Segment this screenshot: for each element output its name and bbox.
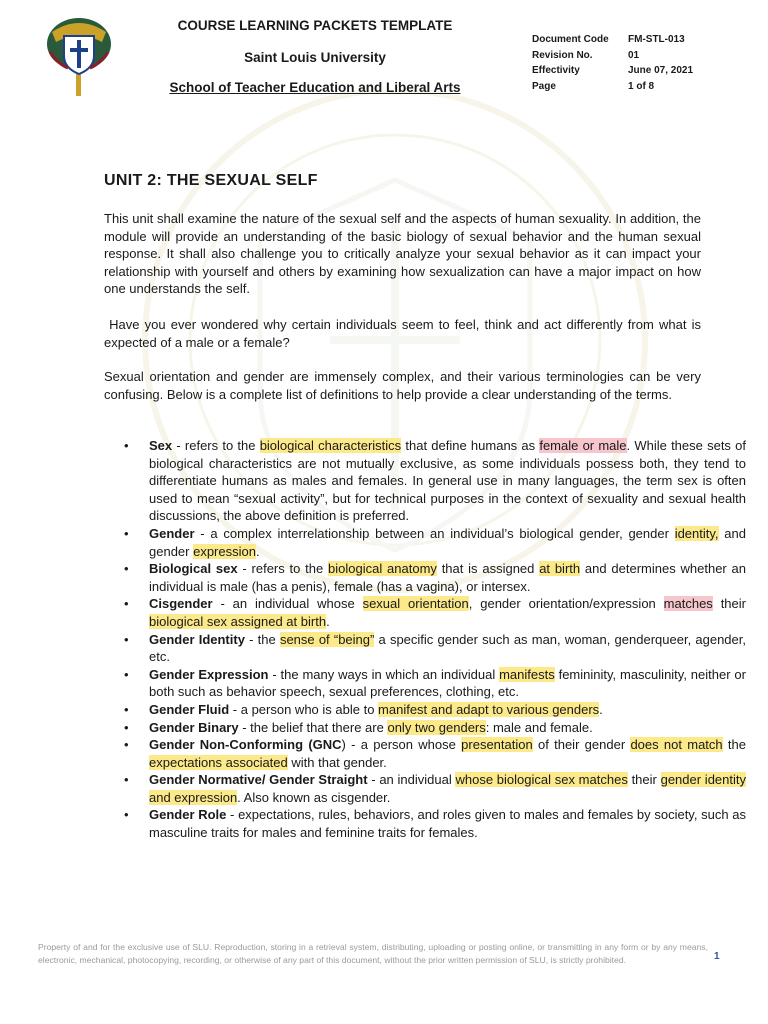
meta-row — [532, 65, 693, 81]
highlighted-text: presentation — [461, 737, 533, 753]
highlighted-text: sexual orientation — [362, 596, 469, 612]
definition-term: Gender Identity — [149, 631, 245, 647]
definition-text: the — [722, 737, 747, 753]
highlighted-text: gender identity and expression — [149, 772, 746, 805]
definition-term: Cisgender — [149, 596, 213, 612]
definition-text: a specific gender such as man, woman, genderqueer, agender, etc. — [149, 631, 746, 665]
meta-value: 01 — [628, 49, 640, 61]
definition-item — [149, 595, 746, 630]
definition-item — [149, 525, 746, 560]
definition-text: femininity, masculinity, neither or both such as behavior speech, sexual preferences, clothing, etc. — [149, 666, 746, 700]
meta-row — [532, 50, 693, 66]
definition-text: . — [326, 613, 330, 629]
question-paragraph: Have you ever wondered why certain individuals seem to feel, think and act differently from what is expected of a male or a female? — [104, 317, 705, 350]
highlighted-text: biological sex assigned at birth — [149, 613, 327, 629]
definition-text: of their gender — [532, 737, 631, 753]
definition-item — [149, 631, 746, 666]
definition-term: Gender Normative/ Gender Straight — [149, 772, 368, 788]
definition-term: Gender — [149, 525, 195, 541]
template-title: COURSE LEARNING PACKETS TEMPLATE — [177, 18, 453, 33]
definition-term: Biological sex — [149, 561, 238, 577]
definition-text: - an individual whose — [212, 596, 363, 612]
definition-item — [149, 701, 746, 719]
definition-text: and gender — [149, 525, 746, 559]
definition-text: their — [712, 596, 746, 612]
meta-key: Revision No. — [532, 49, 593, 61]
definition-item — [149, 666, 746, 701]
definition-text: that is assigned — [436, 561, 540, 577]
unit-title: UNIT 2: THE SEXUAL SELF — [104, 172, 318, 189]
highlighted-text: biological anatomy — [328, 561, 437, 577]
definition-text: ) - a person whose — [341, 737, 462, 753]
definition-term: Sex — [149, 438, 173, 453]
definition-item — [149, 560, 746, 595]
definition-text: . While these sets of biological characteristics are not mutually exclusive, as some individuals possess both, they tend to differentiate humans as males and females. In general use in many languages, the term sex is often used to mean “sexual activity”, but for technical purposes in the context of sexuality and sexual health discussions, the above definition is preferred. — [149, 438, 746, 524]
definition-text: - the many ways in which an individual — [268, 666, 500, 682]
definition-text: with that gender. — [287, 754, 387, 770]
definition-item — [149, 719, 746, 737]
highlighted-text: sense of “being” — [279, 631, 375, 647]
definition-text: - the belief that there are — [238, 719, 388, 735]
definition-text: . — [599, 701, 603, 717]
definition-term: Gender Fluid — [149, 701, 230, 717]
definition-text: their — [627, 772, 661, 788]
definition-item — [149, 771, 746, 806]
highlighted-text: expectations associated — [149, 754, 288, 770]
meta-key: Effectivity — [532, 65, 580, 76]
highlighted-text: manifest and adapt to various genders — [378, 701, 600, 717]
definition-text: - an individual — [367, 772, 456, 788]
meta-row — [532, 81, 693, 97]
slu-crest-icon — [44, 12, 114, 98]
definition-text: . Also known as cisgender. — [237, 789, 391, 805]
school-name: School of Teacher Education and Liberal Arts — [169, 80, 461, 95]
definitions-list — [104, 437, 746, 842]
definition-text: , gender orientation/expression — [468, 596, 664, 612]
meta-value: June 07, 2021 — [628, 65, 694, 76]
definition-text: that define humans as — [401, 438, 540, 453]
definition-item — [149, 736, 746, 771]
definition-term: Gender Non-Conforming (GNC — [149, 737, 342, 753]
highlighted-text: matches — [663, 596, 713, 612]
highlighted-text: identity, — [674, 525, 719, 541]
definition-item — [149, 437, 746, 525]
highlighted-text: expression — [193, 543, 256, 559]
meta-key: Document Code — [532, 34, 609, 45]
highlighted-text: only two genders — [387, 719, 486, 735]
highlighted-text: biological characteristics — [259, 438, 402, 453]
definition-text: - the — [244, 631, 280, 647]
definition-text: and determines whether an individual is male (has a penis), female (has a vagina), or intersex. — [149, 561, 746, 594]
highlighted-text: manifests — [499, 666, 555, 682]
meta-value: FM-STL-013 — [628, 34, 685, 45]
definition-term: Gender Binary — [149, 719, 239, 735]
document-meta-table — [532, 34, 693, 96]
definition-text: - expectations, rules, behaviors, and roles given to males and females by society, such as masculine traits for males and feminine traits for females. — [149, 807, 747, 841]
definition-text: - a person who is able to — [229, 701, 379, 717]
meta-value: 1 of 8 — [628, 80, 655, 92]
definition-text: - refers to the — [172, 438, 260, 453]
definition-text: - a complex interrelationship between an individual’s biological gender, gender — [194, 525, 675, 541]
university-name: Saint Louis University — [244, 50, 386, 65]
highlighted-text: does not match — [630, 737, 723, 753]
meta-row — [532, 34, 693, 50]
definition-term: Gender Expression — [149, 666, 269, 682]
definition-text: - refers to the — [237, 561, 329, 577]
intro-paragraph: This unit shall examine the nature of the sexual self and the aspects of human sexuality. In addition, the module will provide an understanding of the basic biology of sexual behavior and the human sexual response. It shall also challenge you to critically analyze your sexual behavior as it can impact your relationship with yourself and others by examining how sexualization can have a major impact on how one understands the self. — [104, 211, 701, 297]
meta-key: Page — [532, 80, 556, 92]
highlighted-text: whose biological sex matches — [455, 772, 628, 788]
definition-text: . — [255, 543, 260, 559]
page-number: 1 — [714, 951, 720, 962]
definition-item — [149, 806, 746, 841]
definition-text: : male and female. — [485, 719, 593, 735]
highlighted-text: at birth — [539, 561, 581, 577]
copyright-footer: Property of and for the exclusive use of SLU. Reproduction, storing in a retrieval system, distributing, uploading or posting online, or transmitting in any form or by any means, electronic, mechanical, photocopying, recording, or otherwise of any part of this document, without the prior written permission of SLU, is strictly prohibited. — [38, 942, 708, 965]
definition-term: Gender Role — [149, 807, 227, 823]
highlighted-text: female or male — [539, 438, 627, 453]
terms-intro-paragraph: Sexual orientation and gender are immensely complex, and their various terminologies can be very confusing. Below is a complete list of definitions to help provide a clear understanding of the terms. — [104, 369, 701, 402]
